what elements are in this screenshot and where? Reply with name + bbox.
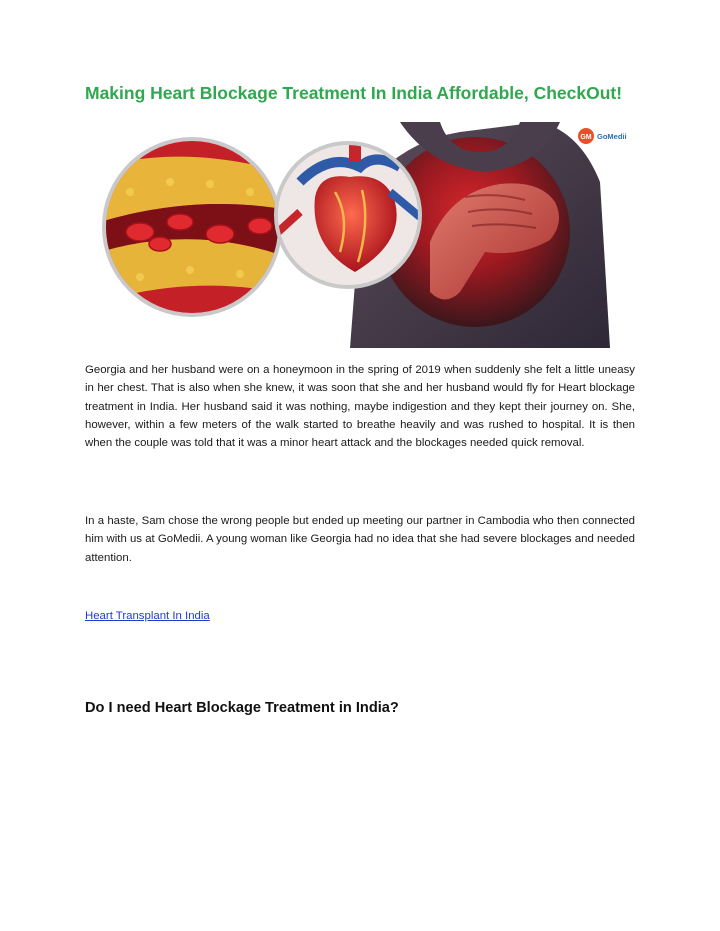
heart-transplant-link[interactable]: Heart Transplant In India	[85, 610, 210, 622]
svg-text:GM: GM	[580, 134, 592, 141]
paragraph-story: Georgia and her husband were on a honeymoon in the spring of 2019 when suddenly she felt a little uneasy in her chest. That is also when she knew, it was soon that she and her husband would fly for Heart blockage treatment in India. Her husband said it was nothing, maybe indigestion and they kept their journey on. She, however, within a few meters of the walk started to breathe heavily and was rushed to hospital. It is then when the couple was told that it was a minor heart attack and the blockages needed quick removal.	[85, 364, 635, 450]
hero-illustration	[100, 122, 627, 348]
page-title: Making Heart Blockage Treatment In India Affordable, CheckOut!	[85, 83, 623, 103]
hero-image	[100, 122, 627, 348]
section-heading: Do I need Heart Blockage Treatment in India?	[85, 700, 399, 716]
artery-blockage-illustration	[100, 122, 300, 335]
gomedii-logo	[578, 128, 627, 144]
paragraph-gomedii: In a haste, Sam chose the wrong people but ended up meeting our partner in Cambodia who then connected him with us at GoMedii. A young woman like Georgia had no idea that she had severe blockages and needed attention.	[85, 515, 635, 564]
svg-text:GoMedii: GoMedii	[597, 132, 627, 141]
